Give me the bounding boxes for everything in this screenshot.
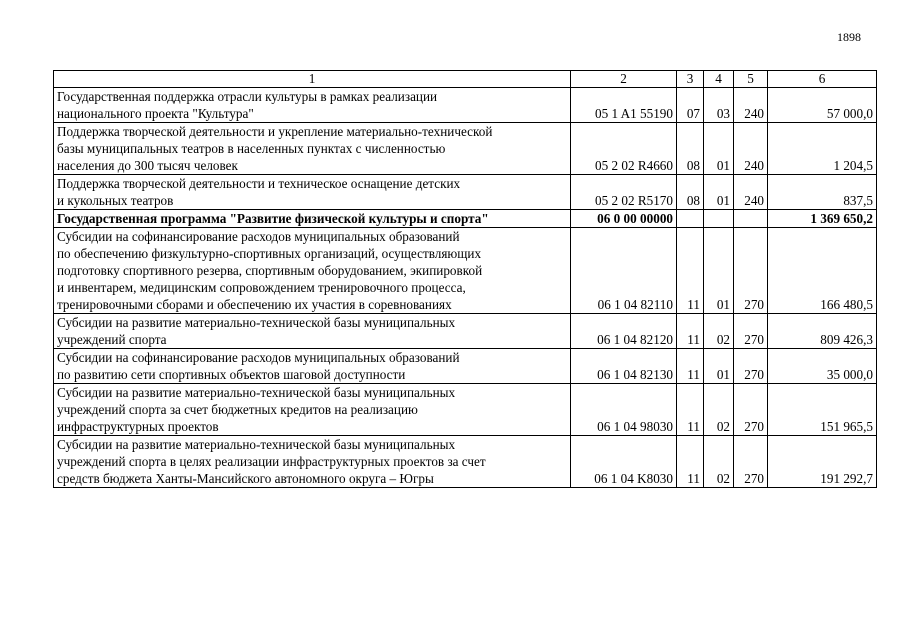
amount: 57 000,0 xyxy=(768,88,877,123)
row-description xyxy=(54,436,571,488)
subsection-code: 01 xyxy=(704,175,734,210)
table-row xyxy=(54,175,877,210)
table-row xyxy=(54,384,877,436)
description-line: Поддержка творческой деятельности и укрепление материально-технической xyxy=(57,124,493,139)
budget-code: 05 1 A1 55190 xyxy=(571,88,677,123)
page-number: 1898 xyxy=(837,30,861,44)
subsection-code: 03 xyxy=(704,88,734,123)
expense-type-code xyxy=(734,210,768,228)
description-line: подготовку спортивного резерва, спортивным оборудованием, экипировкой xyxy=(57,263,483,278)
budget-table xyxy=(53,70,877,488)
budget-code: 05 2 02 R4660 xyxy=(571,123,677,175)
description-line: населения до 300 тысяч человек xyxy=(57,158,238,173)
expense-type-code: 270 xyxy=(734,436,768,488)
subsection-code: 02 xyxy=(704,436,734,488)
budget-code: 06 1 04 K8030 xyxy=(571,436,677,488)
description-line: Субсидии на софинансирование расходов муниципальных образований xyxy=(57,229,460,244)
table-row xyxy=(54,436,877,488)
row-description xyxy=(54,210,571,228)
row-description xyxy=(54,314,571,349)
section-code: 11 xyxy=(677,349,704,384)
header-cell: 2 xyxy=(571,71,677,88)
section-code: 11 xyxy=(677,436,704,488)
budget-code: 05 2 02 R5170 xyxy=(571,175,677,210)
description-line: Субсидии на развитие материально-технической базы муниципальных xyxy=(57,315,456,330)
header-cell: 6 xyxy=(768,71,877,88)
description-line: учреждений спорта за счет бюджетных кредитов на реализацию xyxy=(57,402,418,417)
row-description xyxy=(54,88,571,123)
section-code: 11 xyxy=(677,314,704,349)
description-line: и инвентарем, медицинским сопровождением тренировочного процесса, xyxy=(57,280,466,295)
subsection-code xyxy=(704,210,734,228)
expense-type-code: 270 xyxy=(734,349,768,384)
budget-code: 06 1 04 82110 xyxy=(571,228,677,314)
header-row xyxy=(54,71,877,88)
amount: 191 292,7 xyxy=(768,436,877,488)
description-line: по обеспечению физкультурно-спортивных организаций, осуществляющих xyxy=(57,246,482,261)
description-line: по развитию сети спортивных объектов шаговой доступности xyxy=(57,367,406,382)
row-description xyxy=(54,123,571,175)
description-line: учреждений спорта в целях реализации инфраструктурных проектов за счет xyxy=(57,454,486,469)
row-description xyxy=(54,228,571,314)
subsection-code: 01 xyxy=(704,123,734,175)
description-line: тренировочными сборами и обеспечению их участия в соревнованиях xyxy=(57,297,452,312)
table-row xyxy=(54,314,877,349)
description-line: Поддержка творческой деятельности и техническое оснащение детских xyxy=(57,176,461,191)
description-line: средств бюджета Ханты-Мансийского автономного округа – Югры xyxy=(57,471,434,486)
subsection-code: 02 xyxy=(704,314,734,349)
header-cell: 5 xyxy=(734,71,768,88)
subsection-code: 02 xyxy=(704,384,734,436)
budget-code: 06 1 04 82120 xyxy=(571,314,677,349)
amount: 1 204,5 xyxy=(768,123,877,175)
table-row xyxy=(54,210,877,228)
section-code: 11 xyxy=(677,228,704,314)
header-cell: 1 xyxy=(54,71,571,88)
description-line: Субсидии на развитие материально-технической базы муниципальных xyxy=(57,437,456,452)
row-description xyxy=(54,175,571,210)
description-line: Субсидии на софинансирование расходов муниципальных образований xyxy=(57,350,460,365)
description-line: учреждений спорта xyxy=(57,332,167,347)
expense-type-code: 270 xyxy=(734,228,768,314)
description-line: базы муниципальных театров в населенных пунктах с численностью xyxy=(57,141,446,156)
amount: 151 965,5 xyxy=(768,384,877,436)
table-row xyxy=(54,228,877,314)
table-row xyxy=(54,123,877,175)
description-line: и кукольных театров xyxy=(57,193,174,208)
description-line: Государственная программа "Развитие физической культуры и спорта" xyxy=(57,211,489,226)
section-code: 07 xyxy=(677,88,704,123)
subsection-code: 01 xyxy=(704,349,734,384)
budget-code: 06 0 00 00000 xyxy=(571,210,677,228)
description-line: Субсидии на развитие материально-технической базы муниципальных xyxy=(57,385,456,400)
amount: 809 426,3 xyxy=(768,314,877,349)
expense-type-code: 270 xyxy=(734,384,768,436)
section-code: 11 xyxy=(677,384,704,436)
amount: 1 369 650,2 xyxy=(768,210,877,228)
amount: 837,5 xyxy=(768,175,877,210)
row-description xyxy=(54,349,571,384)
expense-type-code: 240 xyxy=(734,123,768,175)
description-line: национального проекта "Культура" xyxy=(57,106,254,121)
section-code: 08 xyxy=(677,123,704,175)
header-cell: 3 xyxy=(677,71,704,88)
amount: 166 480,5 xyxy=(768,228,877,314)
expense-type-code: 240 xyxy=(734,88,768,123)
table-row xyxy=(54,88,877,123)
header-cell: 4 xyxy=(704,71,734,88)
expense-type-code: 270 xyxy=(734,314,768,349)
section-code: 08 xyxy=(677,175,704,210)
budget-code: 06 1 04 98030 xyxy=(571,384,677,436)
section-code xyxy=(677,210,704,228)
expense-type-code: 240 xyxy=(734,175,768,210)
row-description xyxy=(54,384,571,436)
amount: 35 000,0 xyxy=(768,349,877,384)
subsection-code: 01 xyxy=(704,228,734,314)
description-line: Государственная поддержка отрасли культуры в рамках реализации xyxy=(57,89,438,104)
description-line: инфраструктурных проектов xyxy=(57,419,219,434)
budget-code: 06 1 04 82130 xyxy=(571,349,677,384)
table-row xyxy=(54,349,877,384)
